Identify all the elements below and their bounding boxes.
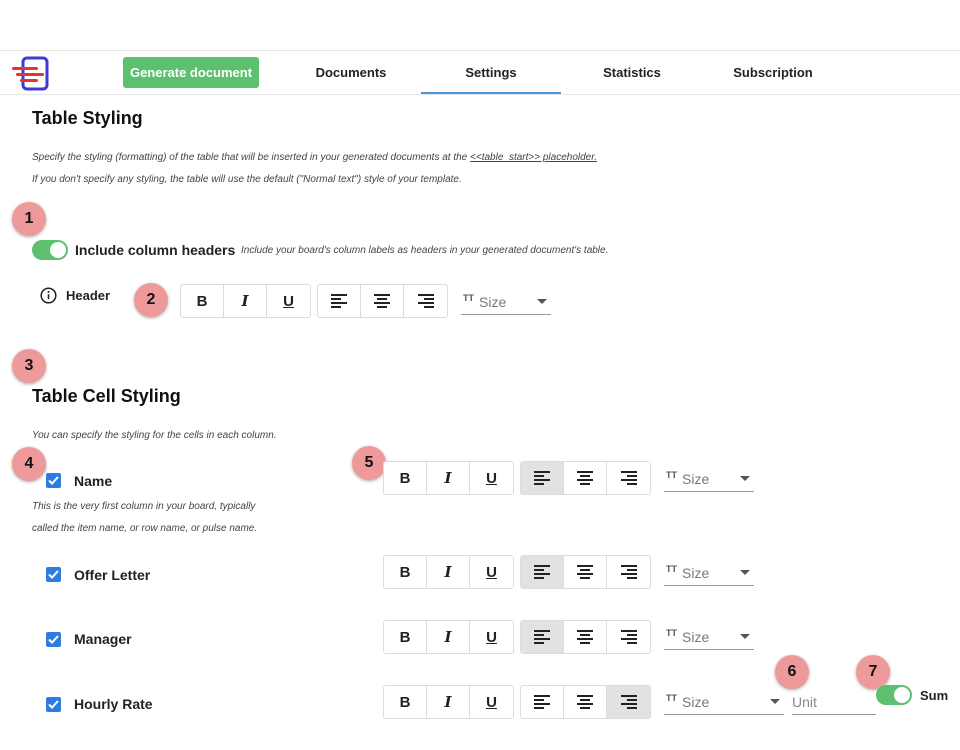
tab-subscription[interactable]: Subscription <box>733 65 813 80</box>
offer-letter-size-select[interactable] <box>664 560 754 586</box>
chevron-down-icon <box>770 699 780 704</box>
size-placeholder: Size <box>682 565 710 581</box>
align-center-icon <box>577 630 593 644</box>
check-icon <box>46 473 61 488</box>
column-label-manager: Manager <box>74 631 132 647</box>
table-styling-desc-prefix: Specify the styling (formatting) of the table that will be inserted in your generated documents at the <box>32 152 471 163</box>
header-align-group <box>317 284 448 318</box>
align-center-button[interactable] <box>564 556 607 588</box>
hourly-rate-text-style-group <box>383 685 514 719</box>
sum-toggle[interactable] <box>876 685 912 705</box>
size-placeholder: Size <box>682 629 710 645</box>
text-size-icon: TT <box>666 470 677 480</box>
table-styling-title: Table Styling <box>32 108 143 128</box>
manager-text-style-group <box>383 620 514 654</box>
align-right-icon <box>621 471 637 485</box>
manager-size-select[interactable] <box>664 624 754 650</box>
align-center-button[interactable] <box>564 621 607 653</box>
annotation-badge-3: 3 <box>12 349 46 383</box>
column-label-offer-letter: Offer Letter <box>74 567 151 583</box>
offer-letter-align-group <box>520 555 651 589</box>
align-left-button[interactable] <box>521 462 564 494</box>
annotation-badge-7: 7 <box>856 655 890 689</box>
italic-button[interactable]: I <box>427 621 470 653</box>
align-center-icon <box>577 471 593 485</box>
chevron-down-icon <box>740 570 750 575</box>
offer-letter-text-style-group <box>383 555 514 589</box>
name-size-select[interactable] <box>664 466 754 492</box>
align-right-button[interactable] <box>607 556 650 588</box>
check-icon <box>46 632 61 647</box>
text-size-icon: TT <box>666 628 677 638</box>
table-styling-description <box>32 152 597 163</box>
align-center-icon <box>577 565 593 579</box>
chevron-down-icon <box>537 299 547 304</box>
info-icon[interactable] <box>40 287 57 304</box>
text-size-icon: TT <box>666 564 677 574</box>
align-right-button[interactable] <box>404 285 447 317</box>
column-checkbox-hourly-rate[interactable] <box>46 697 61 712</box>
align-left-button[interactable] <box>318 285 361 317</box>
generate-document-button[interactable]: Generate document <box>123 57 259 88</box>
align-left-button[interactable] <box>521 556 564 588</box>
size-placeholder: Size <box>479 294 507 310</box>
tab-documents[interactable]: Documents <box>315 65 387 80</box>
name-align-group <box>520 461 651 495</box>
align-left-icon <box>534 471 550 485</box>
tab-statistics[interactable]: Statistics <box>603 65 661 80</box>
annotation-badge-2: 2 <box>134 283 168 317</box>
underline-button[interactable]: U <box>486 628 497 646</box>
annotation-badge-6: 6 <box>775 655 809 689</box>
table-styling-default-note: If you don't specify any styling, the table will use the default ("Normal text") style of your template. <box>32 174 462 185</box>
annotation-badge-5: 5 <box>352 446 386 480</box>
bold-button[interactable]: B <box>384 462 427 494</box>
align-right-icon <box>621 630 637 644</box>
bold-button[interactable]: B <box>384 686 427 718</box>
annotation-badge-1: 1 <box>12 202 46 236</box>
chevron-down-icon <box>740 634 750 639</box>
annotation-badge-4: 4 <box>12 447 46 481</box>
align-center-icon <box>374 294 390 308</box>
underline-button[interactable]: U <box>283 292 294 310</box>
align-right-icon <box>418 294 434 308</box>
italic-button[interactable]: I <box>224 285 267 317</box>
include-column-headers-label: Include column headers <box>75 242 236 258</box>
header-label: Header <box>66 288 111 303</box>
check-icon <box>46 697 61 712</box>
align-left-icon <box>331 294 347 308</box>
chevron-down-icon <box>740 476 750 481</box>
name-column-description-line2: called the item name, or row name, or pulse name. <box>32 523 258 534</box>
unit-input[interactable]: Unit <box>792 689 876 715</box>
column-label-hourly-rate: Hourly Rate <box>74 696 153 712</box>
toggle-knob <box>894 687 910 703</box>
hourly-rate-align-group <box>520 685 651 719</box>
align-right-button[interactable] <box>607 462 650 494</box>
align-left-icon <box>534 565 550 579</box>
italic-button[interactable]: I <box>427 686 470 718</box>
size-placeholder: Size <box>682 694 710 710</box>
align-right-icon <box>621 695 637 709</box>
check-icon <box>46 567 61 582</box>
tab-settings[interactable]: Settings <box>421 51 561 94</box>
align-center-button[interactable] <box>564 686 607 718</box>
underline-button[interactable]: U <box>486 469 497 487</box>
include-column-headers-description: Include your board's column labels as headers in your generated document's table. <box>241 245 609 256</box>
table-cell-styling-title: Table Cell Styling <box>32 386 181 406</box>
text-size-icon: TT <box>666 693 677 703</box>
italic-button[interactable]: I <box>427 462 470 494</box>
align-right-button[interactable] <box>607 686 650 718</box>
top-navbar <box>0 50 960 95</box>
bold-button[interactable]: B <box>384 621 427 653</box>
header-size-select[interactable] <box>461 289 551 315</box>
include-column-headers-toggle[interactable] <box>32 240 68 260</box>
column-checkbox-name[interactable] <box>46 473 61 488</box>
bold-button[interactable]: B <box>181 285 224 317</box>
header-text-style-group <box>180 284 311 318</box>
manager-align-group <box>520 620 651 654</box>
align-left-icon <box>534 630 550 644</box>
underline-button[interactable]: U <box>486 563 497 581</box>
bold-button[interactable]: B <box>384 556 427 588</box>
italic-button[interactable]: I <box>427 556 470 588</box>
size-placeholder: Size <box>682 471 710 487</box>
column-checkbox-manager[interactable] <box>46 632 61 647</box>
align-center-button[interactable] <box>564 462 607 494</box>
align-center-button[interactable] <box>361 285 404 317</box>
toggle-knob <box>50 242 66 258</box>
name-column-description-line1: This is the very first column in your board, typically <box>32 501 256 512</box>
align-left-icon <box>534 695 550 709</box>
align-center-icon <box>577 695 593 709</box>
column-checkbox-offer-letter[interactable] <box>46 567 61 582</box>
hourly-rate-size-select[interactable] <box>664 689 784 715</box>
align-right-button[interactable] <box>607 621 650 653</box>
align-left-button[interactable] <box>521 686 564 718</box>
align-left-button[interactable] <box>521 621 564 653</box>
table-cell-styling-description: You can specify the styling for the cells in each column. <box>32 430 277 441</box>
align-right-icon <box>621 565 637 579</box>
sum-label: Sum <box>920 688 949 703</box>
table-start-placeholder-link[interactable]: <<table_start>> placeholder. <box>470 152 597 163</box>
text-size-icon: TT <box>463 293 474 303</box>
name-text-style-group <box>383 461 514 495</box>
underline-button[interactable]: U <box>486 693 497 711</box>
app-logo-icon <box>10 56 56 92</box>
column-label-name: Name <box>74 473 113 489</box>
